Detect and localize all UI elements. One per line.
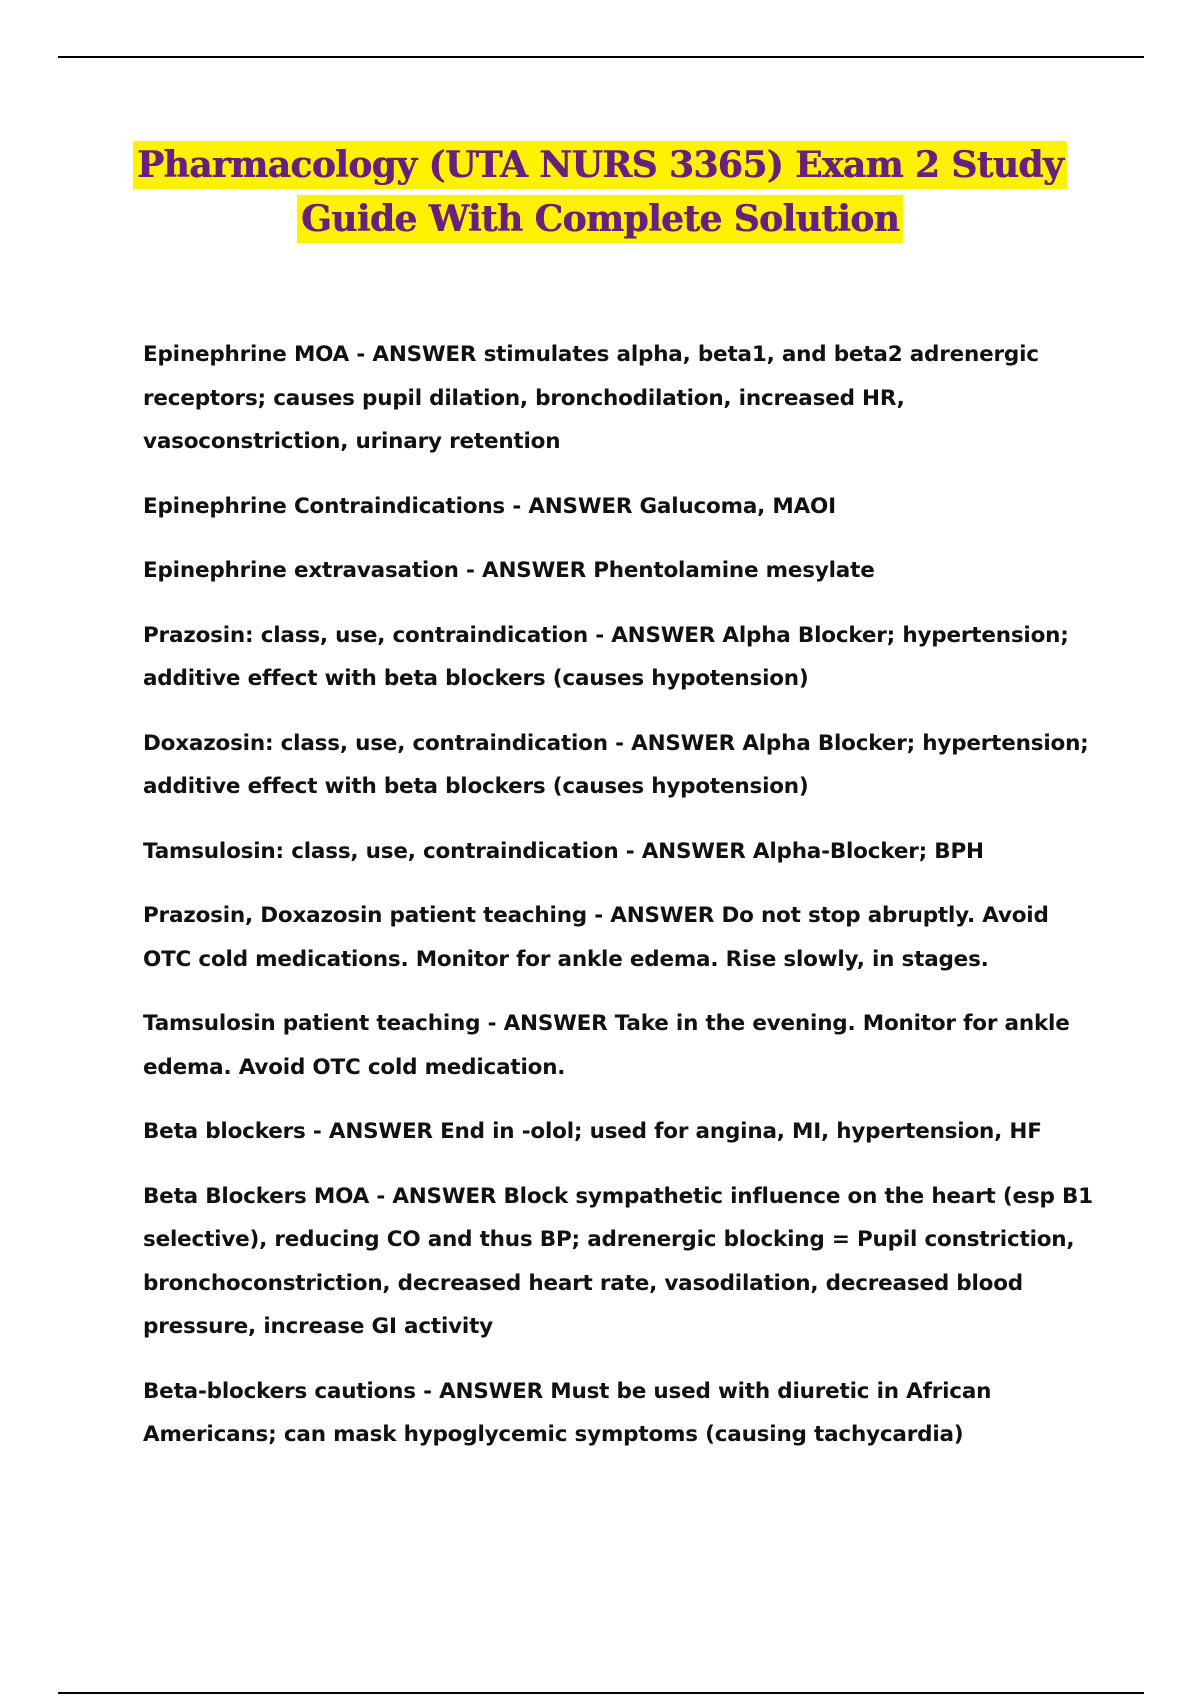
qa-entry-doxazosin: Doxazosin: class, use, contraindication - ANSWER Alpha Blocker; hypertension; additive effect with beta blockers (causes hypotension) xyxy=(143,730,1089,799)
qa-entry-tamsulosin-teaching: Tamsulosin patient teaching - ANSWER Take in the evening. Monitor for ankle edema. Avoid OTC cold medication. xyxy=(143,1011,1070,1080)
qa-entry-prazosin: Prazosin: class, use, contraindication - ANSWER Alpha Blocker; hypertension; additive effect with beta blockers (causes hypotension) xyxy=(143,622,1069,691)
qa-entry-beta-blockers: Beta blockers - ANSWER End in -olol; used for angina, MI, hypertension, HF xyxy=(143,1119,1042,1144)
qa-entry-beta-blockers-cautions: Beta-blockers cautions - ANSWER Must be used with diuretic in African Americans; can mask hypoglycemic symptoms (causing tachycardia) xyxy=(143,1378,992,1447)
qa-entry-epinephrine-moa: Epinephrine MOA - ANSWER stimulates alpha, beta1, and beta2 adrenergic receptors; causes pupil dilation, bronchodilation, increased HR, vasoconstriction, urinary retention xyxy=(143,342,1039,454)
title-line-1: Pharmacology (UTA NURS 3365) Exam 2 Study xyxy=(133,141,1067,189)
title-line-2: Guide With Complete Solution xyxy=(297,195,903,243)
qa-entry-beta-blockers-moa: Beta Blockers MOA - ANSWER Block sympathetic influence on the heart (esp B1 selective), reducing CO and thus BP; adrenergic blocking = Pupil constriction, bronchoconstriction, decreased heart rate, vasodilation, decreased blood pressure, increase GI activity xyxy=(143,1183,1093,1339)
bottom-rule xyxy=(58,1692,1144,1694)
qa-entry-tamsulosin: Tamsulosin: class, use, contraindication - ANSWER Alpha-Blocker; BPH xyxy=(143,838,984,864)
top-rule xyxy=(58,56,1144,58)
qa-list xyxy=(143,333,1103,1478)
document-title xyxy=(0,138,1200,246)
qa-entry-epinephrine-contraindications: Epinephrine Contraindications - ANSWER Galucoma, MAOI xyxy=(143,493,836,519)
qa-entry-epinephrine-extravasation: Epinephrine extravasation - ANSWER Phentolamine mesylate xyxy=(143,558,875,583)
qa-entry-prazosin-doxazosin-teaching: Prazosin, Doxazosin patient teaching - ANSWER Do not stop abruptly. Avoid OTC cold medications. Monitor for ankle edema. Rise slowly, in stages. xyxy=(143,903,1049,972)
